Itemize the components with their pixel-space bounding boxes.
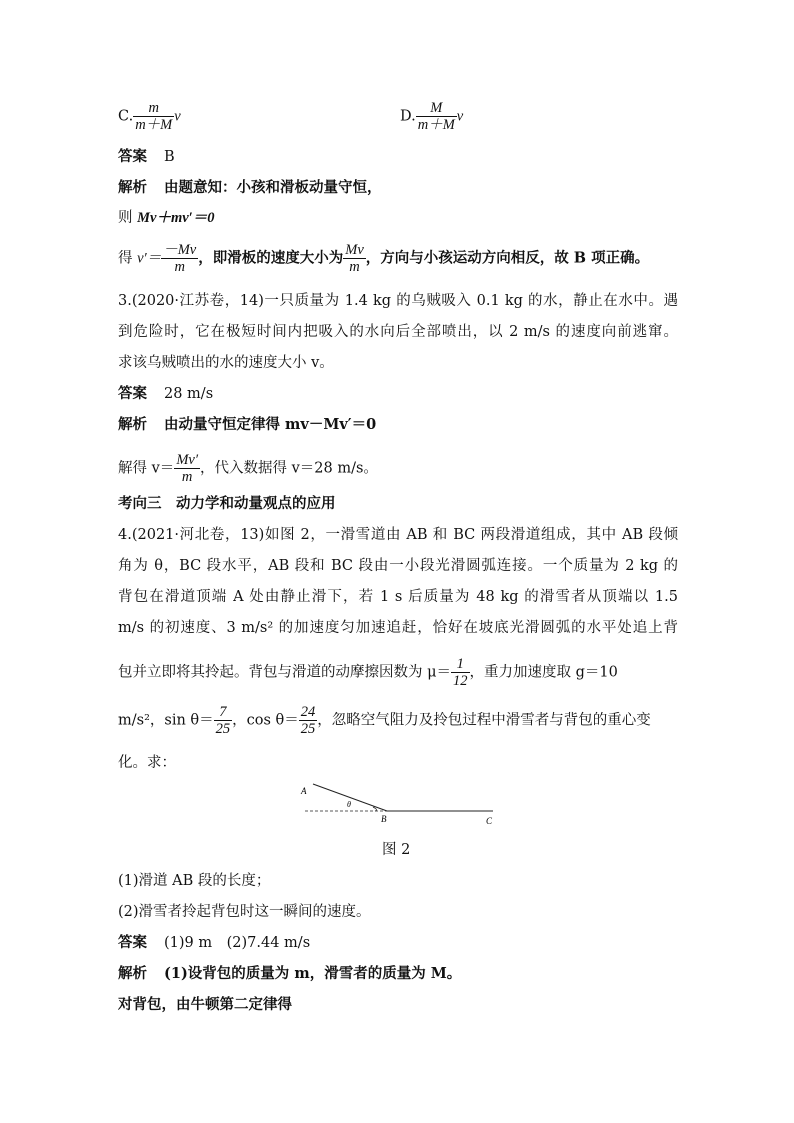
q3-solution: 解得 v＝ $\frac{Mv'}{m}$ ，代入数据得 v＝28 m/s。 [118, 452, 378, 485]
q4-line-2: 角为 θ，BC 段水平，AB 段和 BC 段由一小段光滑圆弧连接。一个质量为 2 kg 的 [118, 558, 678, 574]
q4-line-4: m/s 的初速度、3 m/s² 的加速度匀加速追赶，恰好在坡底光滑圆弧的水平处追上背 [118, 620, 678, 636]
q3-line-3: 求该乌贼喷出的水的速度大小 v。 [118, 355, 334, 371]
q4-line-7: 化。求： [118, 755, 176, 771]
q3-answer: 答案 28 m/s [118, 385, 214, 402]
fraction-c: $\frac{m}{m+M}$ [135, 100, 173, 133]
label-c: C [486, 816, 493, 826]
q4-sub-1: (1)滑道 AB 段的长度； [118, 873, 271, 889]
figure-caption: 图 2 [382, 842, 411, 858]
q4-last-line: 对背包，由牛顿第二定律得 [118, 996, 292, 1013]
q2-equation: 则 Mv＋mv′＝0 [118, 210, 215, 226]
q4-answer: 答案 (1)9 m (2)7.44 m/s [118, 934, 311, 951]
q2-solution: 得 v′＝ $\frac{-Mv}{m}$ ，即滑板的速度大小为 $\frac{Mv}{m}$ ，方向与小孩运动方向相反，故 B 项正确。 [118, 242, 650, 275]
q4-line-5: 包并立即将其拎起。背包与滑道的动摩擦因数为 μ＝ $\frac{1}{12}$ ，重力加速度取 g＝10 [118, 656, 618, 689]
q4-line-6: m/s²，sin θ＝ $\frac{7}{25}$ ，cos θ＝ $\frac{24}{25}$ ，忽略空气阻力及拎包过程中滑雪者与背包的重心变 [118, 704, 651, 737]
slope-diagram [295, 780, 505, 828]
label-a: A [301, 786, 307, 796]
option-d: D. $\frac{M}{m+M}$ v [400, 100, 464, 133]
q4-line-1: 4.(2021·河北卷，13)如图 2，一滑雪道由 AB 和 BC 两段滑道组成，其中 AB 段倾 [118, 527, 678, 543]
fraction-d: $\frac{M}{m+M}$ [417, 100, 455, 133]
label-b: B [381, 814, 387, 824]
q4-analysis: 解析 (1)设背包的质量为 m，滑雪者的质量为 M。 [118, 965, 462, 982]
option-c: C. $\frac{m}{m+M}$ v [118, 100, 181, 133]
q3-analysis: 解析 由动量守恒定律得 mv－Mv′＝0 [118, 416, 377, 433]
label-theta: θ [347, 800, 351, 809]
q2-answer: 答案 B [118, 148, 175, 165]
q4-line-3: 背包在滑道顶端 A 处由静止滑下，若 1 s 后质量为 48 kg 的滑雪者从顶端以 1.5 [118, 589, 678, 605]
section-heading: 考向三 动力学和动量观点的应用 [118, 495, 336, 512]
q2-analysis: 解析 由题意知：小孩和滑板动量守恒， [118, 179, 382, 196]
angle-arc [373, 807, 377, 811]
q3-line-2: 到危险时，它在极短时间内把吸入的水向后全部喷出，以 2 m/s 的速度向前逃窜。 [118, 324, 678, 340]
q4-sub-2: (2)滑雪者拎起背包时这一瞬间的速度。 [118, 904, 371, 920]
q3-line-1: 3.(2020·江苏卷，14)一只质量为 1.4 kg 的乌贼吸入 0.1 kg 的水，静止在水中。遇 [118, 293, 678, 309]
